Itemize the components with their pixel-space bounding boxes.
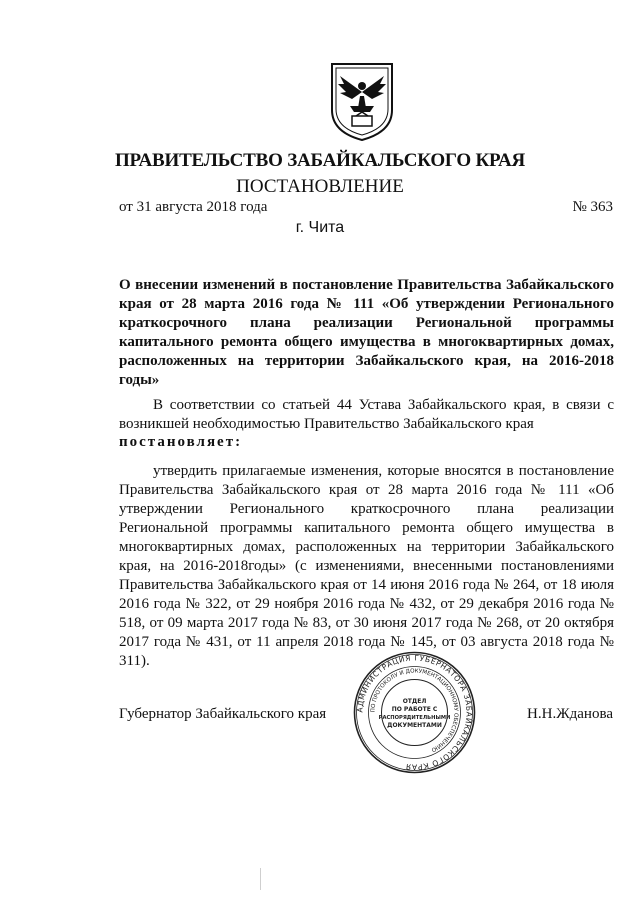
- signatory-title: Губернатор Забайкальского края: [119, 706, 327, 722]
- resolves-label: постановляет:: [119, 434, 243, 450]
- official-stamp-icon: [352, 650, 477, 775]
- document-city: г. Чита: [295, 219, 345, 236]
- document-number: № 363: [572, 199, 613, 215]
- document-date: от 31 августа 2018 года: [119, 199, 268, 215]
- document-type: ПОСТАНОВЛЕНИЕ: [236, 176, 404, 197]
- stamp-inner-ring-text: ПО ПРОТОКОЛУ И ДОКУМЕНТАЦИОННОМУ ОБЕСПЕЧЕНИЮ: [370, 668, 459, 753]
- scan-mark: [260, 868, 261, 890]
- stamp-center-line: ДОКУМЕНТАМИ: [387, 722, 442, 729]
- coat-of-arms-icon: [330, 62, 394, 142]
- document-subject: О внесении изменений в постановление Правительства Забайкальского края от 28 марта 2016 года № 111 «Об утверждении Регионального краткосрочного плана реализации Региональной программы капитального ремонта общего имущества в многоквартирных домах, расположенных на территории Забайкальского края, на 2016-2018 годы»: [119, 277, 614, 388]
- stamp-ring-text: АДМИНИСТРАЦИЯ ГУБЕРНАТОРА ЗАБАЙКАЛЬСКОГО КРАЯ: [355, 653, 474, 772]
- stamp-center-line: ПО РАБОТЕ С: [391, 706, 438, 713]
- stamp-center-line: РАСПОРЯДИТЕЛЬНЫМИ: [378, 715, 451, 721]
- preamble-paragraph: В соответствии со статьей 44 Устава Забайкальского края, в связи с возникшей необходимостью Правительство Забайкальского края: [119, 397, 614, 432]
- signatory-name: Н.Н.Жданова: [527, 706, 613, 722]
- stamp-center-line: ОТДЕЛ: [402, 698, 427, 705]
- resolution-paragraph: утвердить прилагаемые изменения, которые вносятся в постановление Правительства Забайкальского края от 28 марта 2016 года № 111 «Об утверждении Регионального краткосрочного плана реализации Региональной программы капитального ремонта общего имущества в многоквартирных домах, расположенных на территории Забайкальского края, на 2016-2018годы» (с изменениями, внесенными постановлениями Правительства Забайкальского края от 14 июня 2016 года № 264, от 18 июля 2016 года № 322, от 29 ноября 2016 года № 432, от 29 декабря 2016 года № 518, от 09 марта 2017 года № 83, от 30 июня 2017 года № 268, от 20 октября 2017 года № 431, от 11 апреля 2018 года № 145, от 03 августа 2018 года № 311).: [119, 463, 614, 669]
- government-name: ПРАВИТЕЛЬСТВО ЗАБАЙКАЛЬСКОГО КРАЯ: [114, 150, 526, 171]
